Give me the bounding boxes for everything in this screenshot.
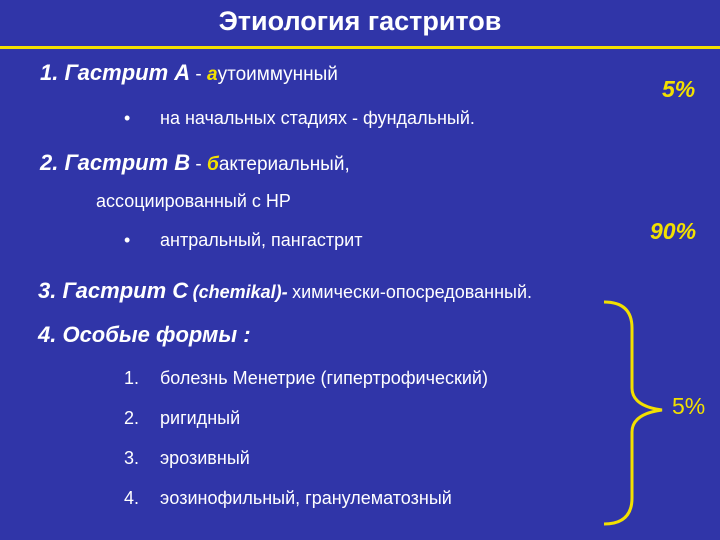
- item-d-label: 4. Особые формы: [38, 322, 238, 347]
- item-b-desc-first: б: [207, 154, 219, 175]
- item-b-line: [40, 150, 350, 176]
- form-num-3: 3.: [124, 448, 140, 468]
- item-a-line: [40, 60, 338, 86]
- item-d-line: [38, 322, 251, 348]
- item-a-desc: утоиммунный: [217, 64, 338, 85]
- title-bar: [0, 0, 720, 49]
- item-a-percent: 5%: [662, 76, 696, 102]
- item-b-label: 2. Гастрит В: [40, 150, 191, 175]
- item-b-percent: 90%: [650, 218, 697, 244]
- page-title: Этиология гастритов: [218, 6, 502, 36]
- item-b-sub: антральный, пангастрит: [160, 230, 363, 250]
- form-num-4: 4.: [124, 488, 140, 508]
- item-c-paren: (chemikal)-: [192, 282, 288, 302]
- form-num-2: 2.: [124, 408, 140, 428]
- item-b-bullet: •: [124, 230, 131, 250]
- item-a-sub: на начальных стадиях - фундальный.: [160, 108, 475, 128]
- item-d-colon: :: [237, 322, 251, 347]
- form-text-2: ригидный: [160, 408, 241, 428]
- form-text-4: эозинофильный, гранулематозный: [160, 488, 452, 508]
- item-a-sep: -: [190, 64, 208, 85]
- form-num-1: 1.: [124, 368, 140, 388]
- item-b-line2: ассоциированный с НР: [96, 191, 291, 211]
- item-b-sep: -: [190, 154, 208, 175]
- item-a-desc-first: а: [207, 64, 218, 85]
- item-a-bullet: •: [124, 108, 131, 128]
- item-b-desc: актериальный,: [218, 154, 350, 175]
- item-d-percent: 5%: [672, 393, 706, 419]
- item-c-desc: химически-опосредованный.: [292, 282, 533, 302]
- item-c-line: [38, 278, 532, 304]
- curly-brace-icon: [596, 298, 676, 528]
- item-c-label: 3. Гастрит С: [38, 278, 189, 303]
- item-a-label: 1. Гастрит А: [40, 60, 191, 85]
- form-text-1: болезнь Менетрие (гипертрофический): [160, 368, 488, 388]
- form-text-3: эрозивный: [160, 448, 250, 468]
